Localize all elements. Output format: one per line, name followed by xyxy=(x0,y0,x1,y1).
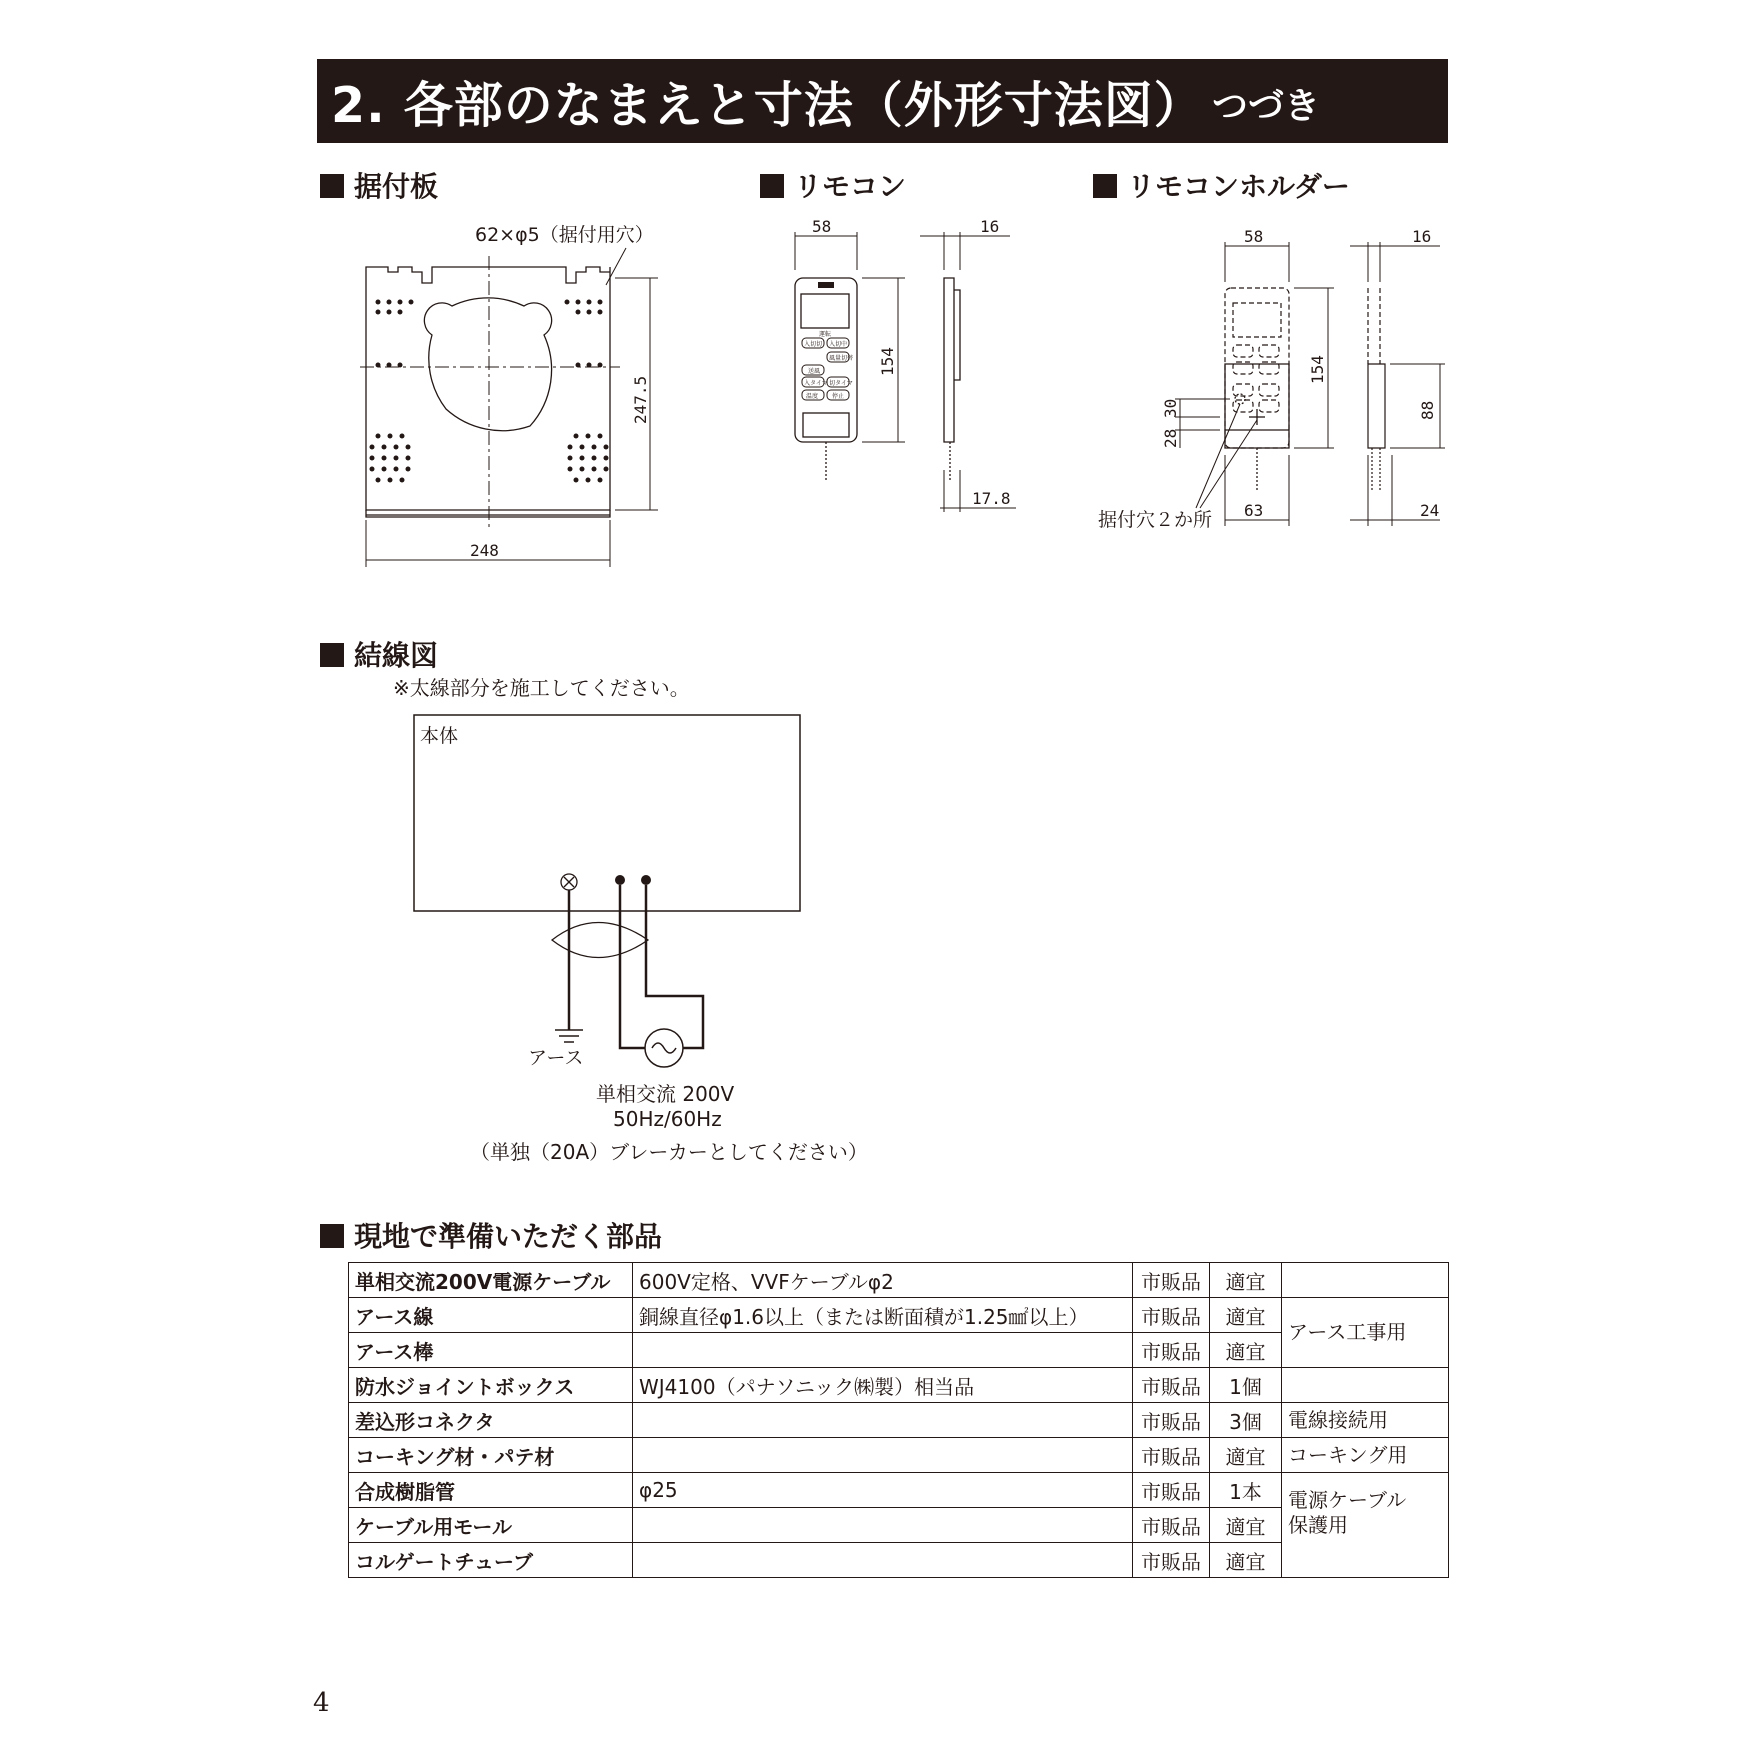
remote-side-dim: 17.8 xyxy=(972,489,1011,508)
unit-label: 本体 xyxy=(420,725,459,747)
parts-table xyxy=(348,1262,1449,1578)
page-subtitle: つづき xyxy=(1212,86,1321,127)
heading-wiring: 結線図 xyxy=(320,634,438,674)
ac-source-icon xyxy=(645,1029,683,1067)
holder-side-dim: 88 xyxy=(1418,400,1437,420)
holder-side-bottom-dim: 24 xyxy=(1420,501,1440,520)
holder-dim-a: 28 xyxy=(1161,428,1180,448)
heading-holder: リモコンホルダー xyxy=(1093,165,1350,205)
svg-text:入切中: 入切中 xyxy=(829,341,848,348)
earth-terminal-icon xyxy=(561,874,577,890)
heading-parts: 現地で準備いただく部品 xyxy=(320,1215,662,1255)
holder-height-dim: 154 xyxy=(1308,355,1327,384)
ground-icon xyxy=(555,1030,583,1042)
plate-width-dim: 248 xyxy=(470,541,499,560)
svg-text:温度: 温度 xyxy=(806,393,819,400)
power-spec-2: 50Hz/60Hz xyxy=(613,1107,722,1131)
table-row: 差込形コネクタ 市販品 3個 電線接続用 xyxy=(349,1403,1449,1438)
protection-use-cell: 電源ケーブル 保護用 xyxy=(1282,1473,1449,1578)
btn-power: 運転 xyxy=(819,331,832,338)
holder-bottom-dim: 63 xyxy=(1244,501,1264,520)
svg-text:入タイマ: 入タイマ xyxy=(804,380,828,387)
square-bullet-icon xyxy=(320,1224,344,1248)
svg-text:風量切替: 風量切替 xyxy=(829,355,854,362)
remote-depth-dim: 16 xyxy=(980,217,1000,236)
remote-height-dim: 154 xyxy=(878,347,897,376)
svg-text:送風: 送風 xyxy=(808,368,821,375)
svg-text:停止: 停止 xyxy=(832,393,845,400)
table-row: 合成樹脂管 φ25 市販品 1本 電源ケーブル 保護用 xyxy=(349,1473,1449,1508)
page-number: 4 xyxy=(313,1688,330,1718)
svg-text:切タイマ: 切タイマ xyxy=(829,380,853,387)
svg-text:入切切: 入切切 xyxy=(804,341,823,348)
table-row: アース線 銅線直径φ1.6以上（または断面積が1.25㎟以上） 市販品 適宜 アース工事用 xyxy=(349,1298,1449,1333)
table-row: ケーブル用モール 市販品 適宜 xyxy=(349,1508,1449,1543)
table-row: 単相交流200V電源ケーブル 600V定格、VVFケーブルφ2 市販品 適宜 xyxy=(349,1263,1449,1298)
holder-dim-b: 30 xyxy=(1161,398,1180,418)
heading-remote: リモコン xyxy=(760,165,906,205)
table-row: 防水ジョイントボックス WJ4100（パナソニック㈱製）相当品 市販品 1個 xyxy=(349,1368,1449,1403)
unit-box xyxy=(414,715,800,911)
heading-plate: 据付板 xyxy=(320,165,438,205)
terminal-l2 xyxy=(641,875,651,885)
page-title: 2. 各部のなまえと寸法（外形寸法図） xyxy=(331,77,1204,134)
holder-hole-label: 据付穴２か所 xyxy=(1098,509,1213,531)
table-row: コーキング材・パテ材 市販品 適宜 コーキング用 xyxy=(349,1438,1449,1473)
table-row: アース棒 市販品 適宜 xyxy=(349,1333,1449,1368)
plate-height-dim: 247.5 xyxy=(631,375,650,424)
plate-hole-note: 62×φ5（据付用穴） xyxy=(475,224,654,246)
table-row: コルゲートチューブ 市販品 適宜 xyxy=(349,1543,1449,1578)
power-spec-1: 単相交流 200V xyxy=(596,1082,735,1106)
terminal-l1 xyxy=(615,875,625,885)
holder-width-dim: 58 xyxy=(1244,227,1264,246)
wiring-note: ※太線部分を施工してください。 xyxy=(393,676,690,700)
power-spec-3: （単独（20A）ブレーカーとしてください） xyxy=(470,1140,868,1164)
earth-label: アース xyxy=(528,1047,584,1069)
remote-width-dim: 58 xyxy=(812,217,832,236)
holder-depth-dim: 16 xyxy=(1412,227,1432,246)
